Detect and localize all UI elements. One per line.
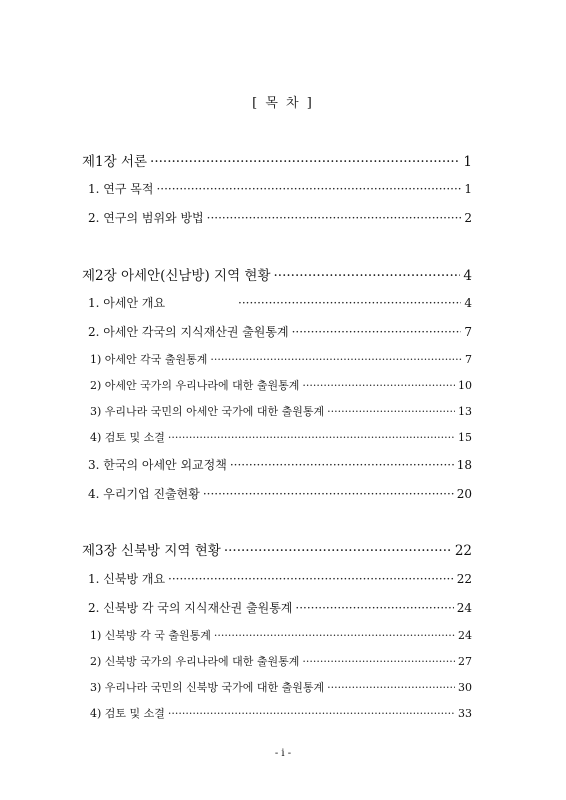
toc-page-number: 7	[465, 353, 472, 366]
toc-section-1-2[interactable]	[88, 209, 472, 226]
dot-leader	[302, 655, 455, 668]
toc-section-3-1[interactable]	[88, 570, 472, 587]
toc-page-number: 27	[458, 655, 472, 668]
dot-leader	[295, 601, 453, 615]
dot-leader	[168, 572, 454, 586]
toc-section-3-2[interactable]	[88, 599, 472, 616]
toc-subsection-3-2-4[interactable]	[90, 705, 472, 721]
toc-label: 3) 우리나라 국민의 신북방 국가에 대한 출원통계	[90, 681, 325, 694]
toc-label: 4. 우리기업 진출현황	[88, 487, 200, 501]
toc-section-2-1[interactable]	[88, 294, 472, 311]
toc-label: 2. 연구의 범위와 방법	[88, 211, 204, 225]
dot-leader	[292, 325, 462, 339]
toc-subsection-3-2-1[interactable]	[90, 627, 472, 643]
toc-chapter-2[interactable]	[82, 264, 472, 284]
dot-leader	[156, 182, 461, 196]
toc-label: 제3장 신북방 지역 현황	[82, 543, 221, 559]
toc-page-number: 7	[464, 325, 472, 339]
toc-subsection-2-2-2[interactable]	[90, 377, 472, 393]
toc-label: 4) 검토 및 소결	[90, 431, 165, 444]
toc-section-2-4[interactable]	[88, 485, 472, 502]
toc-section-1-1[interactable]	[88, 180, 472, 197]
toc-page-number: 2	[464, 211, 472, 225]
toc-page-number: 1	[464, 182, 472, 196]
dot-leader	[230, 458, 454, 472]
toc-subsection-2-2-4[interactable]	[90, 429, 472, 445]
dot-leader	[203, 487, 454, 501]
toc-page-number: 33	[458, 707, 472, 720]
toc-subsection-2-2-3[interactable]	[90, 403, 472, 419]
toc-page-number: 4	[464, 296, 472, 310]
toc-label: 제2장 아세안(신남방) 지역 현황	[82, 268, 271, 284]
toc-page-number: 4	[463, 268, 472, 284]
toc-subsection-3-2-3[interactable]	[90, 679, 472, 695]
toc-label: 2. 신북방 각 국의 지식재산권 출원통계	[88, 601, 293, 615]
toc-label: 1. 신북방 개요	[88, 572, 166, 586]
dot-leader	[168, 296, 461, 310]
toc-page-number: 18	[456, 458, 472, 472]
dot-leader	[327, 681, 455, 694]
toc-label: 제1장 서론	[82, 154, 148, 170]
toc-label: 1. 아세안 개요	[88, 296, 166, 310]
dot-leader	[214, 629, 455, 642]
dot-leader	[302, 379, 455, 392]
toc-chapter-1[interactable]	[82, 150, 472, 170]
dot-leader	[150, 154, 460, 170]
toc-section-2-2[interactable]	[88, 323, 472, 340]
toc-page-number: 22	[454, 543, 472, 559]
toc-page-number: 24	[458, 629, 472, 642]
toc-label: 2. 아세안 각국의 지식재산권 출원통계	[88, 325, 289, 339]
toc-label: 2) 아세안 국가의 우리나라에 대한 출원통계	[90, 379, 300, 392]
toc-page-number: 15	[458, 431, 472, 444]
toc-label: 1. 연구 목적	[88, 182, 154, 196]
toc-subsection-2-2-1[interactable]	[90, 351, 472, 367]
toc-label: 3) 우리나라 국민의 아세안 국가에 대한 출원통계	[90, 405, 325, 418]
toc-page-number: 13	[458, 405, 472, 418]
toc-page-number: 10	[458, 379, 472, 392]
toc-chapter-3[interactable]	[82, 539, 472, 559]
dot-leader	[168, 707, 455, 720]
dot-leader	[327, 405, 455, 418]
toc-label: 3. 한국의 아세안 외교정책	[88, 458, 227, 472]
toc-section-2-3[interactable]	[88, 456, 472, 473]
toc-subsection-3-2-2[interactable]	[90, 653, 472, 669]
toc-page-number: 1	[463, 154, 472, 170]
toc-page-number: 22	[456, 572, 472, 586]
dot-leader	[274, 268, 461, 284]
dot-leader	[207, 211, 462, 225]
toc-page-number: 20	[456, 487, 472, 501]
toc-title: [ 목 차 ]	[252, 96, 314, 111]
dot-leader	[210, 353, 462, 366]
page-footer: - i -	[274, 748, 292, 759]
toc-page-number: 30	[458, 681, 472, 694]
toc-label: 1) 신북방 각 국 출원통계	[90, 629, 211, 642]
dot-leader	[168, 431, 455, 444]
toc-label: 1) 아세안 각국 출원통계	[90, 353, 208, 366]
toc-page-number: 24	[456, 601, 472, 615]
toc-label: 4) 검토 및 소결	[90, 707, 165, 720]
dot-leader	[224, 543, 452, 559]
toc-label: 2) 신북방 국가의 우리나라에 대한 출원통계	[90, 655, 300, 668]
